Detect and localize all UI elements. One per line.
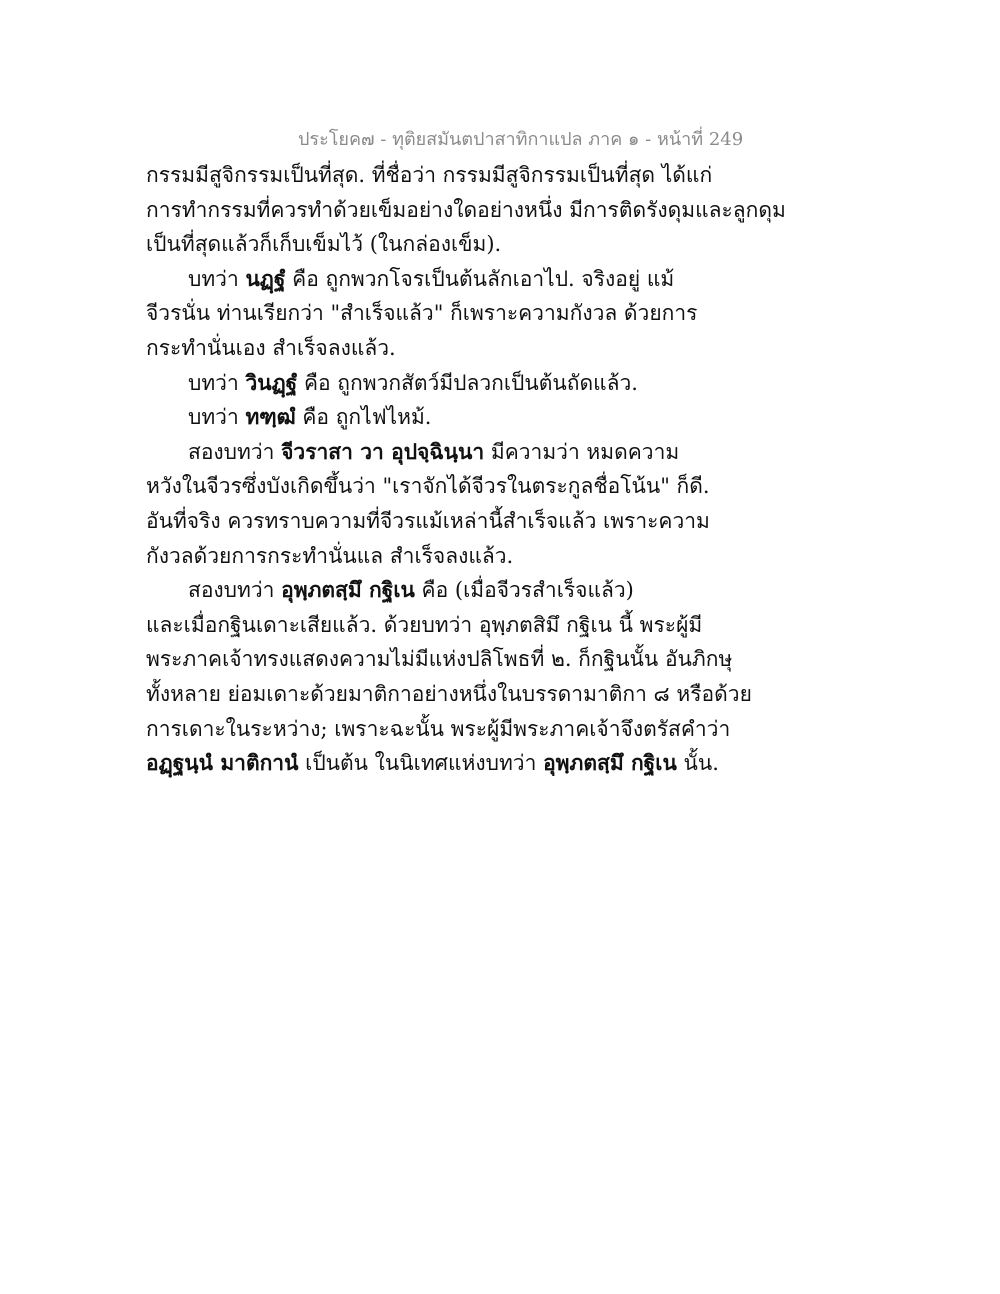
text-segment: และเมื่อกฐินเดาะเสียแล้ว. ด้วยบทว่า อุพฺภตสิมึ กฐิเน นี้ พระผู้มี <box>146 612 703 637</box>
pali-term: จีวราสา วา อุปจฺฉินฺนา <box>281 438 485 464</box>
text-line <box>146 712 746 747</box>
pali-term: อฏฺฐนฺนํ มาติกานํ <box>146 750 299 776</box>
text-segment: บทว่า <box>188 266 246 291</box>
page-header: ประโยค๗ - ทุติยสมันตปาสาทิกาแปล ภาค ๑ - หน้าที่ 249 <box>298 129 744 150</box>
text-segment: การทำกรรมที่ควรทำด้วยเข็มอย่างใดอย่างหนึ่ง มีการติดรังดุมและลูกดุม <box>146 197 786 222</box>
text-line <box>146 296 746 331</box>
text-segment: กังวลด้วยการกระทำนั่นแล สำเร็จลงแล้ว. <box>146 543 514 568</box>
text-line <box>146 573 746 608</box>
text-segment: คือ ถูกพวกโจรเป็นต้นลักเอาไป. จริงอยู่ แม้ <box>285 266 675 291</box>
text-segment: เป็นที่สุดแล้วก็เก็บเข็มไว้ (ในกล่องเข็ม). <box>146 232 502 257</box>
text-segment: หวังในจีวรซึ่งบังเกิดขึ้นว่า "เราจักได้จีวรในตระกูลชื่อโน้น" ก็ดี. <box>146 474 710 499</box>
text-line <box>146 435 746 470</box>
pali-term: วินฏฺฐํ <box>245 369 298 395</box>
text-segment: สองบทว่า <box>188 578 282 603</box>
text-segment: นั้น. <box>676 751 719 776</box>
text-segment: การเดาะในระหว่าง; เพราะฉะนั้น พระผู้มีพระภาคเจ้าจึงตรัสคำว่า <box>146 716 731 741</box>
text-segment: บทว่า <box>188 405 246 430</box>
pali-term: นฏฺฐํ <box>245 265 286 291</box>
text-line <box>146 608 746 643</box>
text-line <box>146 400 746 435</box>
text-segment: จีวรนั่น ท่านเรียกว่า "สำเร็จแล้ว" ก็เพราะความกังวล ด้วยการ <box>146 301 698 326</box>
pali-term: อุพฺภตสฺมึ กฐิเน <box>543 750 677 776</box>
text-segment: ทั้งหลาย ย่อมเดาะด้วยมาติกาอย่างหนึ่งในบรรดามาติกา ๘ หรือด้วย <box>146 681 752 706</box>
text-segment: มีความว่า หมดความ <box>484 439 680 464</box>
text-segment: คือ ถูกพวกสัตว์มีปลวกเป็นต้นถัดแล้ว. <box>297 370 638 395</box>
text-line <box>146 539 746 574</box>
text-segment: เป็นต้น ในนิเทศแห่งบทว่า <box>298 751 544 776</box>
text-line <box>146 262 746 297</box>
text-segment: คือ (เมื่อจีวรสำเร็จแล้ว) <box>414 578 634 603</box>
text-line <box>146 366 746 401</box>
text-line <box>146 642 746 677</box>
text-line <box>146 469 746 504</box>
text-segment: พระภาคเจ้าทรงแสดงความไม่มีแห่งปลิโพธที่ ๒. ก็กฐินนั้น อันภิกษุ <box>146 647 733 672</box>
text-line <box>146 331 746 366</box>
text-segment: กระทำนั่นเอง สำเร็จลงแล้ว. <box>146 335 396 360</box>
text-segment: กรรมมีสูจิกรรมเป็นที่สุด. ที่ชื่อว่า กรรมมีสูจิกรรมเป็นที่สุด ได้แก่ <box>146 163 713 187</box>
body-text <box>146 158 786 781</box>
text-line <box>146 227 746 262</box>
text-line <box>146 504 746 539</box>
text-segment: บทว่า <box>188 370 246 395</box>
pali-term: ทฑฺฒํ <box>245 404 296 430</box>
text-segment: อันที่จริง ควรทราบความที่จีวรแม้เหล่านี้สำเร็จแล้ว เพราะความ <box>146 508 710 533</box>
pali-term: อุพฺภตสฺมึ กฐิเน <box>281 577 415 603</box>
text-line <box>146 677 752 712</box>
text-line <box>146 158 746 193</box>
text-segment: สองบทว่า <box>188 439 282 464</box>
text-line <box>146 193 786 228</box>
text-line <box>146 746 746 781</box>
text-segment: คือ ถูกไฟไหม้. <box>295 405 432 430</box>
